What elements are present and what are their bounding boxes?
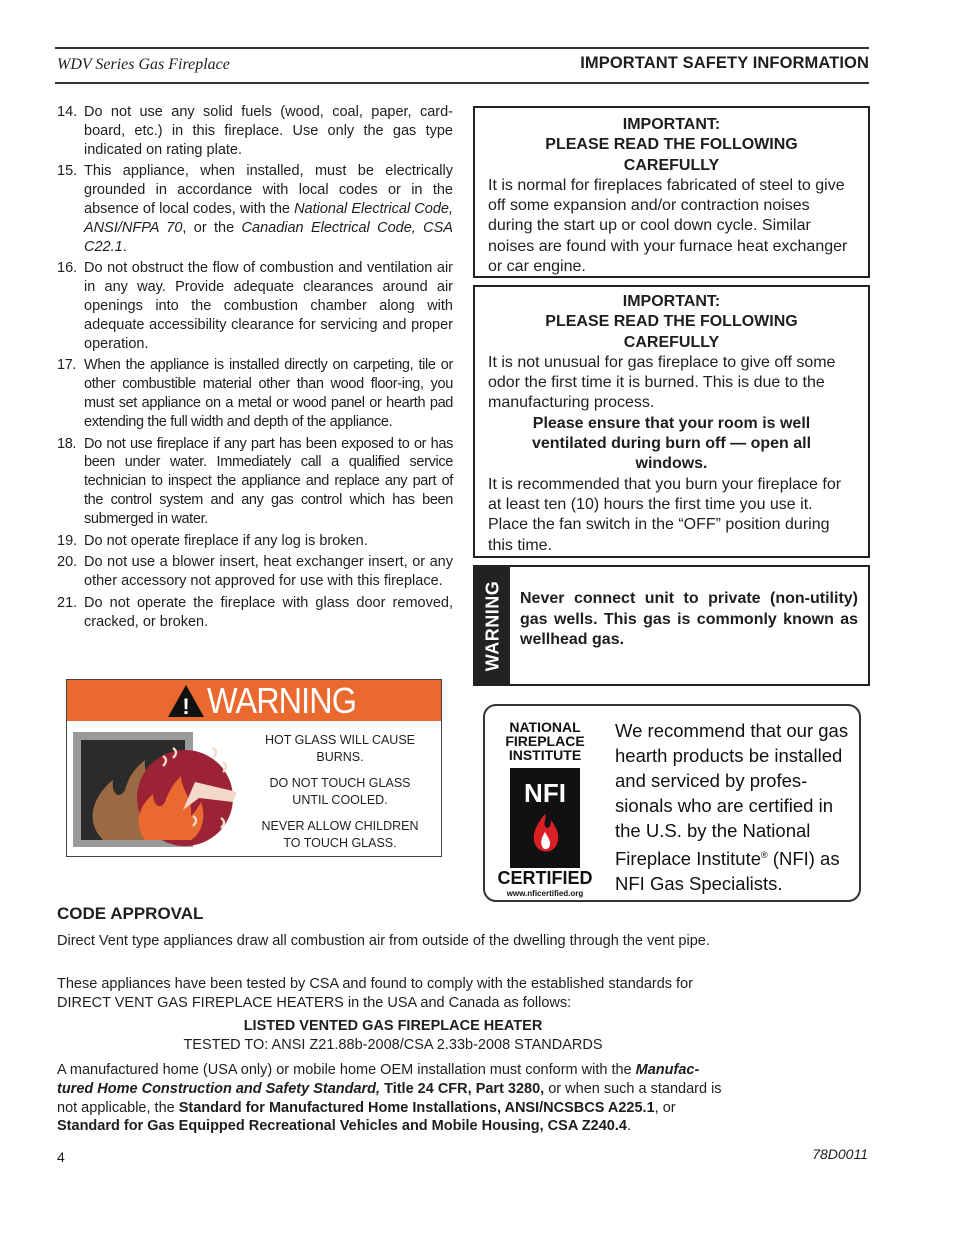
list-item: 14. Do not use any solid fuels (wood, coal, paper, card-board, etc.) in this fireplace. Use only the gas type indicated on rating plate. xyxy=(57,104,453,158)
page-number: 4 xyxy=(57,1149,65,1165)
safety-list xyxy=(57,103,453,635)
important-notice-noises: IMPORTANT: PLEASE READ THE FOLLOWING CAREFULLY It is normal for fireplaces fabricated of steel to give off some expansion and/or contraction noises during the start up or cool down cycle. Similar noises are found with your furnace heat exchanger or car engine. xyxy=(473,106,870,278)
header-top-rule xyxy=(55,47,869,49)
warning-triangle-icon xyxy=(167,684,205,718)
list-item: 20. Do not use a blower insert, heat exchanger insert, or any other accessory not approved for use with this fireplace. xyxy=(57,554,453,590)
svg-text:www.nficertified.org: www.nficertified.org xyxy=(506,889,584,898)
nfi-text: We recommend that our gas hearth products be installed and serviced by profes-sionals who are certified in the U.S. by the National Fireplace Institute® (NFI) as NFI Gas Specialists. xyxy=(615,720,849,895)
document-code: 78D0011 xyxy=(812,1146,868,1162)
warning-banner xyxy=(67,680,441,721)
warning-title: WARNING xyxy=(207,679,357,721)
warning-label-text: HOT GLASS WILL CAUSE BURNS. DO NOT TOUCH GLASS UNTIL COOLED. NEVER ALLOW CHILDREN TO TOUCH GLASS. xyxy=(261,733,419,850)
section-title: IMPORTANT SAFETY INFORMATION xyxy=(580,54,869,72)
svg-text:!: ! xyxy=(182,693,190,718)
list-item: 15. This appliance, when installed, must be electrically grounded in accordance with local codes or in the absence of local codes, with the National Electrical Code, ANSI/NFPA 70, or the Canadian Electrical Code, CSA C22.1. xyxy=(57,163,453,255)
code-approval-para-3: A manufactured home (USA only) or mobile home OEM installation must conform with the Manufac-tured Home Construction and Safety Standard, Title 24 CFR, Part 3280, or when such a standard is not applicable, the Standard for Manufactured Home Installations, ANSI/NCSBCS A225.1, or Standard for Gas Equipped Recreational Vehicles and Mobile Housing, CSA Z240.4. xyxy=(57,1062,722,1135)
svg-text:NATIONAL: NATIONAL xyxy=(509,719,581,735)
list-item: 18. Do not use fireplace if any part has been exposed to or has been under water. Immediately call a qualified service technician to inspect the appliance and replace any part of the control system and any gas control which has been submerged in water. xyxy=(57,435,453,527)
list-item: 21. Do not operate the fireplace with glass door removed, cracked, or broken. xyxy=(57,594,453,630)
hot-glass-warning-label xyxy=(66,679,442,857)
header-bottom-rule xyxy=(55,82,869,84)
nfi-recommendation xyxy=(483,704,861,902)
important-notice-odor: IMPORTANT: PLEASE READ THE FOLLOWING CAREFULLY It is not unusual for gas fireplace to give off some odor the first time it is burned. This is due to the manufacturing process. Please ensure that your room is well ventilated during burn off — open all windows. It is recommended that you burn your fireplace for at least ten (10) hours the first time you use it. Place the fan switch in the “OFF” position during this time. xyxy=(473,285,870,558)
list-item: 19. Do not operate fireplace if any log is broken. xyxy=(57,532,368,549)
tested-to-line: TESTED TO: ANSI Z21.88b-2008/CSA 2.33b-2008 STANDARDS xyxy=(183,1037,603,1053)
nfi-certified-logo xyxy=(493,716,597,898)
svg-text:CERTIFIED: CERTIFIED xyxy=(497,868,593,888)
svg-text:INSTITUTE: INSTITUTE xyxy=(508,747,582,763)
warning-side-bar: WARNING xyxy=(475,567,510,684)
code-approval-para-1: Direct Vent type appliances draw all combustion air from outside of the dwelling through the vent pipe. xyxy=(57,933,710,949)
code-approval-title: CODE APPROVAL xyxy=(57,904,204,923)
listed-heater-title: LISTED VENTED GAS FIREPLACE HEATER xyxy=(243,1018,543,1034)
code-approval-para-2: These appliances have been tested by CSA and found to comply with the established standards for DIRECT VENT GAS FIREPLACE HEATERS in the USA and Canada as follows: xyxy=(57,976,693,1011)
wellhead-gas-warning xyxy=(473,565,870,686)
svg-text:FIREPLACE: FIREPLACE xyxy=(505,733,585,749)
series-title: WDV Series Gas Fireplace xyxy=(57,56,230,73)
list-item: 16. Do not obstruct the flow of combustion and ventilation air in any way. Provide adequate clearances around air openings into the combustion chamber along with adequate accessibility clearance for servicing and proper operation. xyxy=(57,260,453,352)
hot-glass-burn-icon xyxy=(73,732,239,850)
warning-message: Never connect unit to private (non-utility) gas wells. This gas is commonly known as wellhead gas. xyxy=(520,590,858,648)
svg-text:NFI: NFI xyxy=(524,778,566,808)
list-item: 17. When the appliance is installed directly on carpeting, tile or other combustible material other than wood floor-ing, you must set appliance on a metal or wood panel or hearth pad extending the full width and depth of the appliance. xyxy=(57,357,453,430)
